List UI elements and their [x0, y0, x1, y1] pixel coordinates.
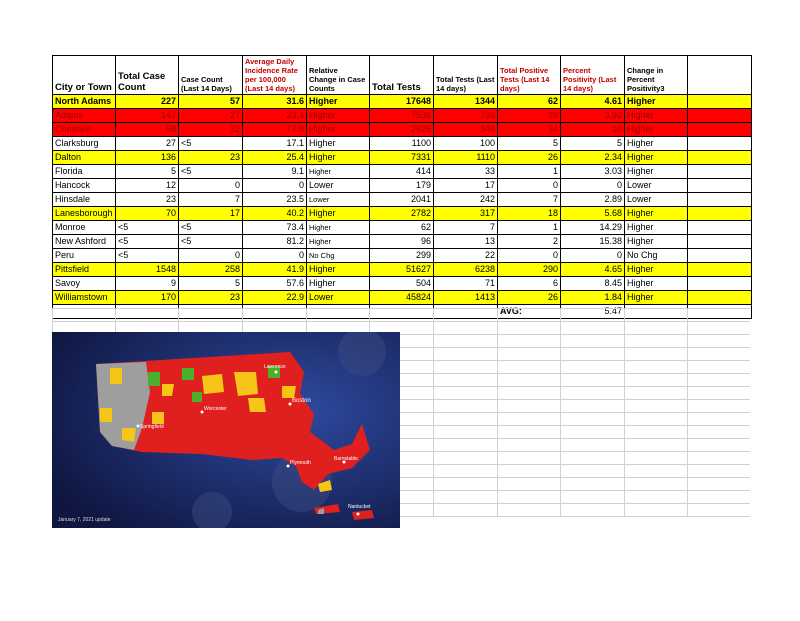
- table-cell: 34: [498, 123, 561, 137]
- table-cell: 71: [434, 277, 498, 291]
- table-cell: Higher: [625, 221, 688, 235]
- table-cell: 9.1: [243, 165, 307, 179]
- table-row: [53, 151, 752, 165]
- table-cell: 23: [179, 291, 243, 305]
- table-cell: 179: [370, 179, 434, 193]
- table-cell: 3.03: [561, 165, 625, 179]
- town-name-cell: Florida: [53, 165, 116, 179]
- table-cell: 18: [498, 207, 561, 221]
- table-cell: <5: [179, 235, 243, 249]
- table-cell: Higher: [307, 109, 370, 123]
- massachusetts-covid-map: [52, 332, 400, 528]
- column-header: Case Count (Last 14 Days): [179, 56, 243, 95]
- table-cell: No Chg: [625, 249, 688, 263]
- table-cell: Higher: [625, 95, 688, 109]
- table-cell: 2: [498, 235, 561, 249]
- town-name-cell: Adams: [53, 109, 116, 123]
- table-cell: 0: [498, 179, 561, 193]
- table-cell: 5: [179, 277, 243, 291]
- table-cell: 23.5: [243, 193, 307, 207]
- empty-cell: [688, 207, 752, 221]
- table-cell: 51627: [370, 263, 434, 277]
- table-cell: 317: [434, 207, 498, 221]
- table-cell: 23: [116, 193, 179, 207]
- table-cell: 7: [179, 193, 243, 207]
- table-row: [53, 207, 752, 221]
- table-cell: 7536: [370, 109, 434, 123]
- table-cell: Higher: [625, 151, 688, 165]
- town-data-table: [52, 55, 752, 319]
- table-cell: Higher: [307, 165, 370, 179]
- avg-label: AVG:: [498, 305, 561, 319]
- table-cell: 5: [561, 137, 625, 151]
- table-cell: 1548: [116, 263, 179, 277]
- table-cell: 258: [179, 263, 243, 277]
- table-cell: Higher: [307, 221, 370, 235]
- table-cell: 73.4: [243, 221, 307, 235]
- table-cell: <5: [116, 221, 179, 235]
- table-cell: 1413: [434, 291, 498, 305]
- empty-cell: [688, 193, 752, 207]
- column-header: Change in Percent Positivity3: [625, 56, 688, 95]
- table-row: [53, 235, 752, 249]
- table-cell: 5: [116, 165, 179, 179]
- table-cell: 136: [116, 151, 179, 165]
- table-cell: 17: [434, 179, 498, 193]
- empty-cell: [688, 221, 752, 235]
- table-cell: 100: [434, 137, 498, 151]
- table-cell: 290: [498, 263, 561, 277]
- table-cell: 4.61: [561, 95, 625, 109]
- table-row: [53, 249, 752, 263]
- table-cell: Higher: [307, 137, 370, 151]
- table-cell: 2926: [370, 123, 434, 137]
- table-cell: Higher: [307, 95, 370, 109]
- table-cell: 1344: [434, 95, 498, 109]
- table-cell: 504: [370, 277, 434, 291]
- table-cell: 414: [370, 165, 434, 179]
- table-row: [53, 165, 752, 179]
- table-row: [53, 95, 752, 109]
- map-graphic: [52, 332, 400, 528]
- empty-cell: [688, 249, 752, 263]
- table-cell: 739: [434, 109, 498, 123]
- table-cell: 32: [179, 123, 243, 137]
- table-cell: 1: [498, 221, 561, 235]
- table-row: [53, 263, 752, 277]
- map-label-boston: Boston: [292, 398, 311, 404]
- table-cell: <5: [179, 165, 243, 179]
- header-row: [53, 56, 752, 95]
- table-cell: 33: [434, 165, 498, 179]
- table-cell: Lower: [625, 193, 688, 207]
- table-cell: 147: [116, 109, 179, 123]
- table-cell: <5: [116, 235, 179, 249]
- table-cell: 242: [434, 193, 498, 207]
- table-cell: Higher: [307, 207, 370, 221]
- map-update-caption: January 7, 2021 update: [58, 517, 111, 523]
- table-cell: Higher: [625, 291, 688, 305]
- table-cell: 1110: [434, 151, 498, 165]
- table-row: [53, 179, 752, 193]
- column-header: Relative Change in Case Counts: [307, 56, 370, 95]
- empty-cell: [688, 109, 752, 123]
- table-cell: Lower: [307, 291, 370, 305]
- table-cell: 6238: [434, 263, 498, 277]
- table-cell: 1.84: [561, 291, 625, 305]
- table-cell: <5: [116, 249, 179, 263]
- table-cell: 6: [498, 277, 561, 291]
- table-cell: Higher: [625, 109, 688, 123]
- table-cell: Higher: [625, 165, 688, 179]
- table-cell: Lower: [307, 179, 370, 193]
- table-cell: 17.1: [243, 137, 307, 151]
- empty-cell: [688, 235, 752, 249]
- table-cell: 96: [370, 235, 434, 249]
- table-cell: 0: [498, 249, 561, 263]
- table-cell: 31.6: [243, 95, 307, 109]
- table-cell: 25.4: [243, 151, 307, 165]
- table-cell: 12: [116, 179, 179, 193]
- table-cell: 41.9: [243, 263, 307, 277]
- table-cell: 2.34: [561, 151, 625, 165]
- table-cell: 27: [179, 109, 243, 123]
- table-cell: 7: [498, 193, 561, 207]
- table-cell: 22.9: [243, 291, 307, 305]
- table-cell: Higher: [625, 123, 688, 137]
- town-name-cell: North Adams: [53, 95, 116, 109]
- table-cell: Higher: [625, 207, 688, 221]
- table-row: [53, 123, 752, 137]
- column-header: Total Tests (Last 14 days): [434, 56, 498, 95]
- table-cell: 3.92: [561, 109, 625, 123]
- map-label-barnstable: Barnstable: [334, 456, 358, 462]
- column-header: Percent Positivity (Last 14 days): [561, 56, 625, 95]
- town-name-cell: Peru: [53, 249, 116, 263]
- empty-cell: [688, 263, 752, 277]
- table-cell: 1: [498, 165, 561, 179]
- table-cell: 2782: [370, 207, 434, 221]
- table-cell: 5: [498, 137, 561, 151]
- table-cell: 13: [434, 235, 498, 249]
- table-cell: <5: [179, 221, 243, 235]
- table-cell: Higher: [625, 235, 688, 249]
- table-cell: 26: [498, 291, 561, 305]
- empty-cell: [688, 165, 752, 179]
- table-cell: 17648: [370, 95, 434, 109]
- table-cell: Lower: [625, 179, 688, 193]
- town-name-cell: Savoy: [53, 277, 116, 291]
- column-header: Total Positive Tests (Last 14 days): [498, 56, 561, 95]
- table-cell: Higher: [307, 123, 370, 137]
- column-header: Total Case Count: [116, 56, 179, 95]
- table-cell: Higher: [307, 263, 370, 277]
- table-cell: 22: [434, 249, 498, 263]
- table-cell: 0: [561, 179, 625, 193]
- table-cell: 7331: [370, 151, 434, 165]
- town-name-cell: Clarksburg: [53, 137, 116, 151]
- empty-cell: [688, 137, 752, 151]
- town-name-cell: Dalton: [53, 151, 116, 165]
- table-row: [53, 137, 752, 151]
- empty-cell: [688, 95, 752, 109]
- table-cell: Higher: [307, 151, 370, 165]
- table-cell: 57.6: [243, 277, 307, 291]
- table-cell: 9: [116, 277, 179, 291]
- table-cell: 23.4: [243, 109, 307, 123]
- table-row: [53, 193, 752, 207]
- town-name-cell: Williamstown: [53, 291, 116, 305]
- map-label-springfield: Springfield: [140, 424, 164, 430]
- table-cell: Higher: [307, 277, 370, 291]
- table-cell: 45824: [370, 291, 434, 305]
- table-cell: 5.68: [561, 207, 625, 221]
- empty-cell: [688, 56, 752, 95]
- table-cell: 227: [116, 95, 179, 109]
- table-cell: Higher: [625, 277, 688, 291]
- empty-cell: [688, 179, 752, 193]
- table-cell: 0: [561, 249, 625, 263]
- town-name-cell: Hinsdale: [53, 193, 116, 207]
- table-cell: 58: [116, 123, 179, 137]
- table-cell: 0: [243, 179, 307, 193]
- empty-cell: [688, 291, 752, 305]
- empty-cell: [688, 277, 752, 291]
- table-row: [53, 291, 752, 305]
- table-cell: 0: [243, 249, 307, 263]
- table-cell: 7: [434, 221, 498, 235]
- map-label-nantucket: Nantucket: [348, 504, 371, 510]
- table-cell: 1100: [370, 137, 434, 151]
- table-cell: 4.65: [561, 263, 625, 277]
- town-name-cell: New Ashford: [53, 235, 116, 249]
- town-name-cell: Hancock: [53, 179, 116, 193]
- town-name-cell: Monroe: [53, 221, 116, 235]
- table-cell: Higher: [307, 235, 370, 249]
- avg-value: 5.47: [561, 305, 625, 319]
- table-cell: 14.29: [561, 221, 625, 235]
- column-header: Total Tests: [370, 56, 434, 95]
- table-cell: 23: [179, 151, 243, 165]
- town-name-cell: Cheshire: [53, 123, 116, 137]
- table-row: [53, 277, 752, 291]
- town-name-cell: Pittsfield: [53, 263, 116, 277]
- table-cell: 29: [498, 109, 561, 123]
- table-cell: 62: [370, 221, 434, 235]
- table-cell: 10: [561, 123, 625, 137]
- table-cell: 0: [179, 249, 243, 263]
- table-cell: 57: [179, 95, 243, 109]
- table-cell: 0: [179, 179, 243, 193]
- table-cell: Higher: [625, 137, 688, 151]
- table-cell: <5: [179, 137, 243, 151]
- table-row: [53, 221, 752, 235]
- empty-cell: [688, 123, 752, 137]
- map-label-lawrence: Lawrence: [264, 364, 286, 370]
- table-row: [53, 109, 752, 123]
- table-cell: 70: [116, 207, 179, 221]
- column-header: Average Daily Incidence Rate per 100,000 (Last 14 days): [243, 56, 307, 95]
- table-cell: 299: [370, 249, 434, 263]
- table-cell: 2041: [370, 193, 434, 207]
- table-cell: Higher: [625, 263, 688, 277]
- table-cell: 170: [116, 291, 179, 305]
- map-label-plymouth: Plymouth: [290, 460, 311, 466]
- table-cell: 2.89: [561, 193, 625, 207]
- table-cell: 26: [498, 151, 561, 165]
- table-cell: 77.8: [243, 123, 307, 137]
- table-cell: 62: [498, 95, 561, 109]
- table-cell: 17: [179, 207, 243, 221]
- table-cell: No Chg: [307, 249, 370, 263]
- column-header: City or Town: [53, 56, 116, 95]
- table-cell: 340: [434, 123, 498, 137]
- table-cell: 81.2: [243, 235, 307, 249]
- empty-cell: [688, 151, 752, 165]
- table-cell: 8.45: [561, 277, 625, 291]
- town-name-cell: Lanesborough: [53, 207, 116, 221]
- table-cell: 27: [116, 137, 179, 151]
- map-label-worcester: Worcester: [204, 406, 227, 412]
- table-cell: Lower: [307, 193, 370, 207]
- table-cell: 15.38: [561, 235, 625, 249]
- table-cell: 40.2: [243, 207, 307, 221]
